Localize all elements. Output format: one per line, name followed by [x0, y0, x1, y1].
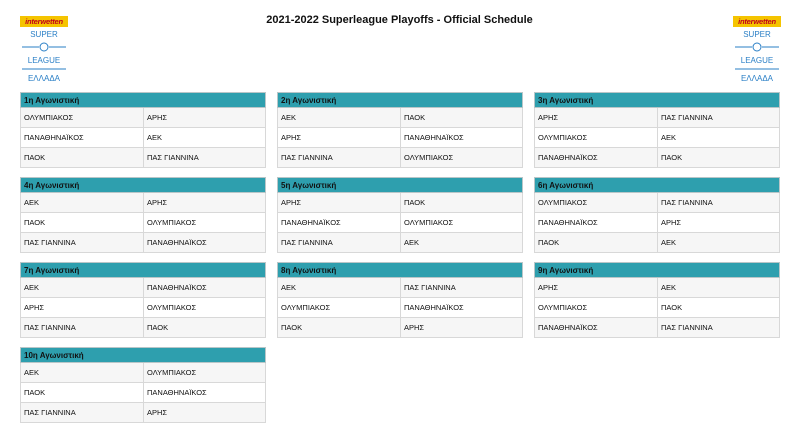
home-team: ΠΑΝΑΘΗΝΑΪΚΟΣ: [534, 213, 657, 232]
away-team: ΠΑΟΚ: [657, 298, 780, 317]
match-row: [20, 403, 266, 423]
home-team: ΠΑΝΑΘΗΝΑΪΚΟΣ: [20, 128, 143, 147]
home-team: ΠΑΣ ΓΙΑΝΝΙΝΑ: [277, 233, 400, 252]
superleague-emblem-icon: [733, 27, 781, 86]
away-team: ΑΡΗΣ: [657, 213, 780, 232]
round-block: [534, 177, 780, 253]
away-team: ΑΡΗΣ: [400, 318, 523, 337]
home-team: ΠΑΟΚ: [20, 213, 143, 232]
match-row: [277, 278, 523, 298]
home-team: ΠΑΝΑΘΗΝΑΪΚΟΣ: [534, 148, 657, 167]
round-block: [534, 92, 780, 168]
away-team: ΑΕΚ: [657, 278, 780, 297]
round-title: 10η Αγωνιστική: [20, 347, 266, 363]
round-title: 5η Αγωνιστική: [277, 177, 523, 193]
home-team: ΠΑΣ ΓΙΑΝΝΙΝΑ: [20, 318, 143, 337]
away-team: ΑΡΗΣ: [143, 108, 266, 127]
home-team: ΑΕΚ: [20, 193, 143, 212]
away-team: ΠΑΟΚ: [400, 108, 523, 127]
home-team: ΑΡΗΣ: [277, 193, 400, 212]
away-team: ΑΡΗΣ: [143, 403, 266, 422]
match-row: [534, 148, 780, 168]
away-team: ΟΛΥΜΠΙΑΚΟΣ: [143, 213, 266, 232]
match-row: [534, 318, 780, 338]
match-row: [20, 128, 266, 148]
match-row: [277, 193, 523, 213]
away-team: ΑΕΚ: [657, 233, 780, 252]
logo-line-country: ΕΛΛΑΔΑ: [740, 74, 774, 83]
away-team: ΠΑΟΚ: [143, 318, 266, 337]
match-row: [277, 108, 523, 128]
away-team: ΟΛΥΜΠΙΑΚΟΣ: [400, 148, 523, 167]
match-row: [277, 298, 523, 318]
sponsor-wordmark: interwetten: [20, 16, 68, 27]
superleague-logo-right: [733, 16, 781, 86]
round-title: 2η Αγωνιστική: [277, 92, 523, 108]
match-row: [277, 128, 523, 148]
home-team: ΑΕΚ: [277, 108, 400, 127]
superleague-emblem-icon: [20, 27, 68, 86]
round-title: 9η Αγωνιστική: [534, 262, 780, 278]
away-team: ΠΑΣ ΓΙΑΝΝΙΝΑ: [657, 318, 780, 337]
home-team: ΠΑΟΚ: [534, 233, 657, 252]
away-team: ΠΑΟΚ: [400, 193, 523, 212]
round-title: 8η Αγωνιστική: [277, 262, 523, 278]
round-block: [277, 262, 523, 338]
home-team: ΑΡΗΣ: [20, 298, 143, 317]
round-title: 7η Αγωνιστική: [20, 262, 266, 278]
home-team: ΠΑΣ ΓΙΑΝΝΙΝΑ: [20, 403, 143, 422]
match-row: [20, 318, 266, 338]
round-block: [277, 177, 523, 253]
away-team: ΠΑΣ ΓΙΑΝΝΙΝΑ: [400, 278, 523, 297]
home-team: ΠΑΝΑΘΗΝΑΪΚΟΣ: [277, 213, 400, 232]
away-team: ΠΑΝΑΘΗΝΑΪΚΟΣ: [143, 233, 266, 252]
home-team: ΑΡΗΣ: [534, 278, 657, 297]
home-team: ΑΡΗΣ: [534, 108, 657, 127]
home-team: ΟΛΥΜΠΙΑΚΟΣ: [534, 128, 657, 147]
away-team: ΠΑΝΑΘΗΝΑΪΚΟΣ: [143, 383, 266, 402]
match-row: [534, 128, 780, 148]
match-row: [534, 108, 780, 128]
match-row: [534, 278, 780, 298]
round-title: 6η Αγωνιστική: [534, 177, 780, 193]
round-block: [20, 177, 266, 253]
match-row: [20, 193, 266, 213]
away-team: ΠΑΣ ΓΙΑΝΝΙΝΑ: [657, 108, 780, 127]
away-team: ΑΡΗΣ: [143, 193, 266, 212]
match-row: [20, 383, 266, 403]
round-block: [20, 92, 266, 168]
match-row: [20, 233, 266, 253]
match-row: [277, 318, 523, 338]
match-row: [534, 298, 780, 318]
away-team: ΑΕΚ: [143, 128, 266, 147]
home-team: ΠΑΟΚ: [277, 318, 400, 337]
home-team: ΟΛΥΜΠΙΑΚΟΣ: [277, 298, 400, 317]
match-row: [20, 298, 266, 318]
logo-line-league: LEAGUE: [740, 56, 774, 65]
match-row: [277, 213, 523, 233]
away-team: ΑΕΚ: [400, 233, 523, 252]
match-row: [20, 278, 266, 298]
match-row: [277, 233, 523, 253]
home-team: ΠΑΟΚ: [20, 148, 143, 167]
logo-line-super: SUPER: [30, 30, 58, 39]
home-team: ΠΑΝΑΘΗΝΑΪΚΟΣ: [534, 318, 657, 337]
logo-line-super: SUPER: [743, 30, 771, 39]
away-team: ΠΑΣ ΓΙΑΝΝΙΝΑ: [657, 193, 780, 212]
home-team: ΟΛΥΜΠΙΑΚΟΣ: [534, 193, 657, 212]
match-row: [20, 213, 266, 233]
round-block: [20, 262, 266, 338]
logo-line-league: LEAGUE: [27, 56, 61, 65]
away-team: ΟΛΥΜΠΙΑΚΟΣ: [143, 363, 266, 382]
match-row: [277, 148, 523, 168]
away-team: ΠΑΝΑΘΗΝΑΪΚΟΣ: [400, 298, 523, 317]
home-team: ΟΛΥΜΠΙΑΚΟΣ: [534, 298, 657, 317]
match-row: [20, 363, 266, 383]
round-block: [277, 92, 523, 168]
round-title: 3η Αγωνιστική: [534, 92, 780, 108]
away-team: ΟΛΥΜΠΙΑΚΟΣ: [143, 298, 266, 317]
round-title: 1η Αγωνιστική: [20, 92, 266, 108]
home-team: ΠΑΣ ΓΙΑΝΝΙΝΑ: [20, 233, 143, 252]
home-team: ΑΕΚ: [20, 363, 143, 382]
round-block: [20, 347, 266, 423]
away-team: ΠΑΝΑΘΗΝΑΪΚΟΣ: [143, 278, 266, 297]
away-team: ΑΕΚ: [657, 128, 780, 147]
home-team: ΠΑΟΚ: [20, 383, 143, 402]
match-row: [534, 193, 780, 213]
away-team: ΠΑΣ ΓΙΑΝΝΙΝΑ: [143, 148, 266, 167]
match-row: [20, 148, 266, 168]
home-team: ΠΑΣ ΓΙΑΝΝΙΝΑ: [277, 148, 400, 167]
match-row: [20, 108, 266, 128]
round-title: 4η Αγωνιστική: [20, 177, 266, 193]
superleague-logo-left: [20, 16, 68, 86]
logo-line-country: ΕΛΛΑΔΑ: [27, 74, 61, 83]
round-block: [534, 262, 780, 338]
page-title: 2021-2022 Superleague Playoffs - Official Schedule: [266, 14, 533, 26]
sponsor-wordmark: interwetten: [733, 16, 781, 27]
away-team: ΟΛΥΜΠΙΑΚΟΣ: [400, 213, 523, 232]
home-team: ΑΕΚ: [20, 278, 143, 297]
home-team: ΑΕΚ: [277, 278, 400, 297]
match-row: [534, 213, 780, 233]
match-row: [534, 233, 780, 253]
home-team: ΑΡΗΣ: [277, 128, 400, 147]
home-team: ΟΛΥΜΠΙΑΚΟΣ: [20, 108, 143, 127]
away-team: ΠΑΟΚ: [657, 148, 780, 167]
away-team: ΠΑΝΑΘΗΝΑΪΚΟΣ: [400, 128, 523, 147]
